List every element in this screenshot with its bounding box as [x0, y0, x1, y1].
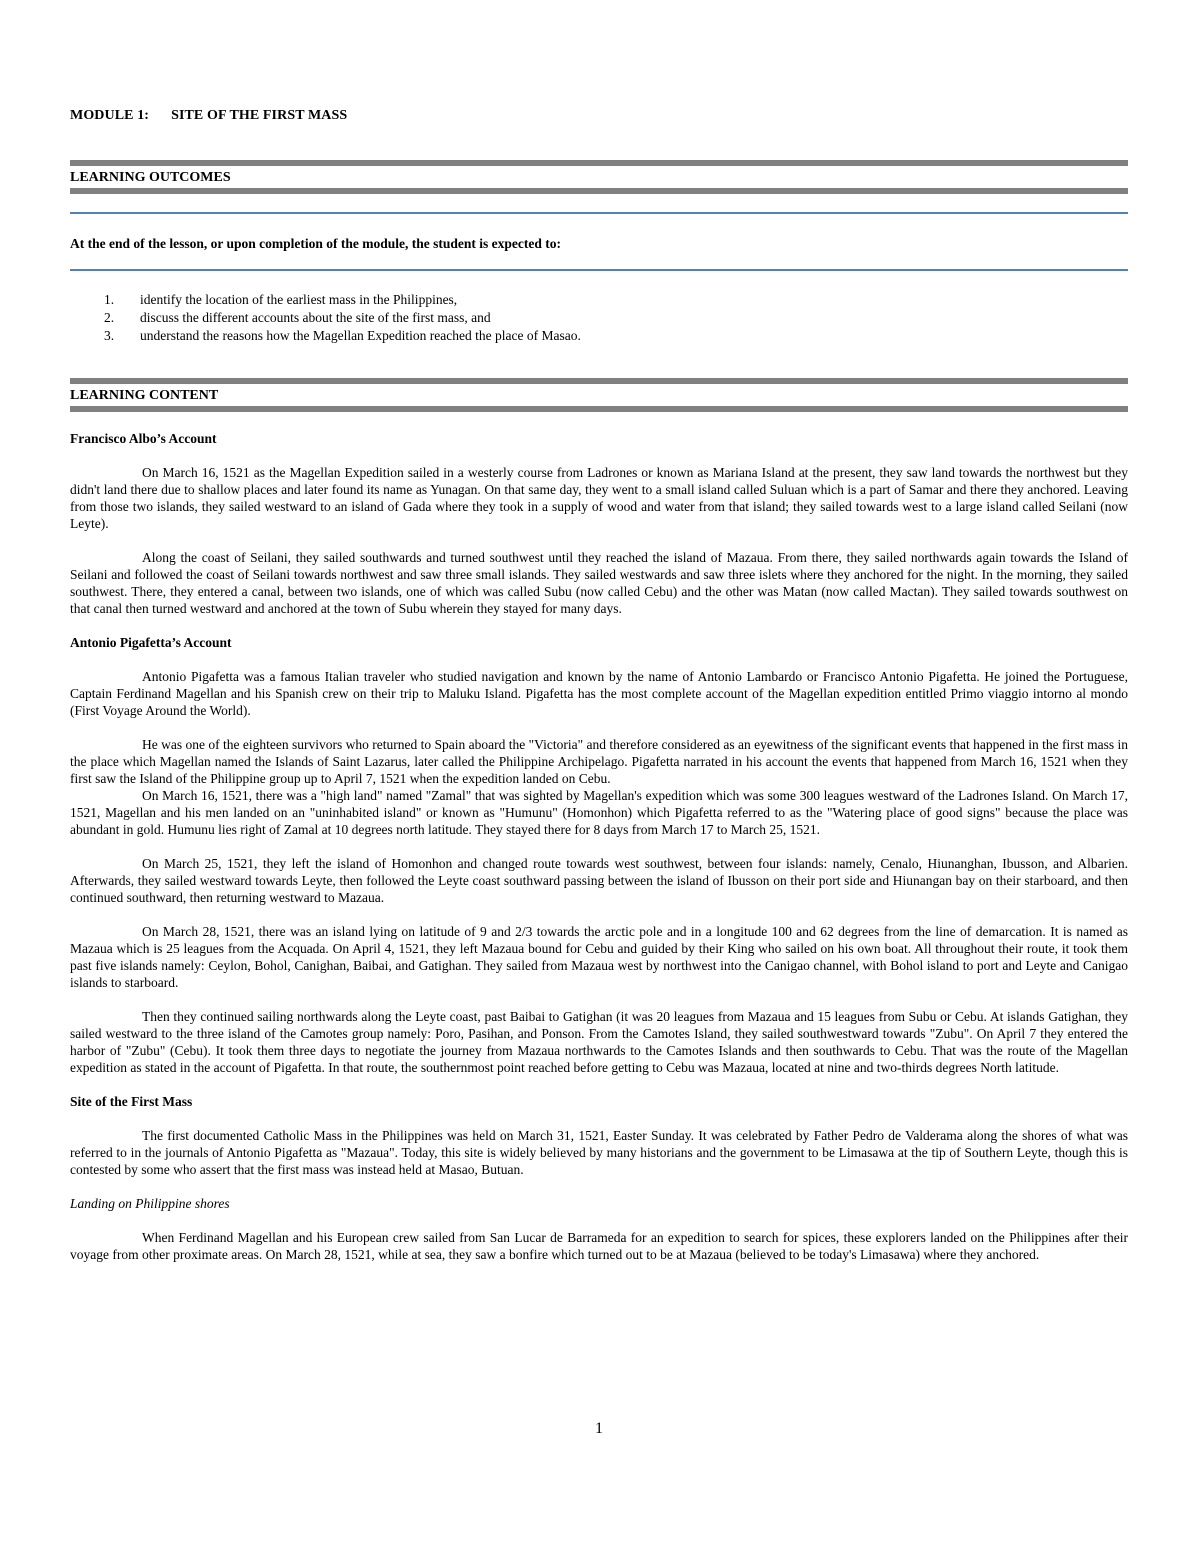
intro-rule-bottom [70, 269, 1128, 271]
module-name: SITE OF THE FIRST MASS [171, 108, 348, 123]
module-label: MODULE 1: [70, 108, 150, 123]
list-item: 1. identify the location of the earliest mass in the Philippines, [104, 292, 458, 307]
paragraph: Antonio Pigafetta was a famous Italian traveler who studied navigation and known by the name of Antonio Lambardo or Francisco Antonio Pigafetta. He joined the Portuguese, Captain Ferdinand Magellan and his Spanish crew on their trip to Maluku Island. Pigafetta has the most complete account of the Magellan expedition entitled Primo viaggio intorno al mondo (First Voyage Around the World). [70, 669, 1128, 718]
learning-content-body [70, 430, 1128, 1280]
learning-content-heading: LEARNING CONTENT [70, 388, 219, 403]
outcomes-intro: At the end of the lesson, or upon completion of the module, the student is expected to: [70, 236, 561, 251]
paragraph: On March 25, 1521, they left the island of Homonhon and changed route towards west southwest, between four islands: namely, Cenalo, Hiunanghan, Ibusson, and Albarien. Afterwards, they sailed westward towards Leyte, then followed the Leyte coast southward passing between the island of Ibusson on their port side and Hiunangan bay on their starboard, and then continued southward, then returning westward to Mazaua. [70, 856, 1128, 905]
list-item: 3. understand the reasons how the Magellan Expedition reached the place of Masao. [104, 328, 581, 343]
section-bar-top [70, 160, 1128, 166]
module-title [70, 108, 347, 124]
paragraph: On March 28, 1521, there was an island lying on latitude of 9 and 2/3 towards the arctic pole and in a longitude 100 and 62 degrees from the line of demarcation. It is named as Mazaua which is 25 leagues from the Acquada. On April 4, 1521, they left Mazaua bound for Cebu and guided by their King who sailed on his own boat. All throughout their route, it took them past five islands namely: Ceylon, Bohol, Canighan, Baibai, and Gatighan. They sailed from Mazaua west by northwest into the Canigao channel, with Bohol island to port and Leyte and Canigao islands to starboard. [70, 924, 1128, 990]
page-number: 1 [595, 1420, 603, 1437]
outcomes-list [70, 291, 581, 345]
intro-rule-top [70, 212, 1128, 214]
landing-subheading: Landing on Philippine shores [70, 1196, 230, 1211]
pigafetta-heading: Antonio Pigafetta’s Account [70, 635, 232, 650]
paragraph: Then they continued sailing northwards along the Leyte coast, past Baibai to Gatighan (it was 20 leagues from Mazaua and 15 leagues from Subu or Cebu. At islands Gatighan, they sailed westward to the three island of the Camotes group namely: Poro, Pasihan, and Ponson. From the Camotes Island, they sailed southwestward towards "Zubu". On April 7 they entered the harbor of "Zubu" (Cebu). It took them three days to negotiate the journey from Mazaua northwards to the Camotes Islands and then southwards to Cebu. That was the route of the Magellan expedition as stated in the account of Pigafetta. In that route, the southernmost point reached before getting to Cebu was Mazaua, located at nine and two-thirds degrees North latitude. [70, 1009, 1128, 1075]
paragraph: When Ferdinand Magellan and his European crew sailed from San Lucar de Barrameda for an expedition to search for spices, these explorers landed on the Philippines after their voyage from other proximate areas. On March 28, 1521, while at sea, they saw a bonfire which turned out to be at Mazaua (believed to be today's Limasawa) where they anchored. [70, 1230, 1128, 1262]
learning-outcomes-heading: LEARNING OUTCOMES [70, 170, 231, 185]
paragraph: On March 16, 1521 as the Magellan Expedition sailed in a westerly course from Ladrones or known as Mariana Island at the present, they saw land towards the northwest but they didn't land there due to shallow places and later found its name as Yunagan. On that same day, they went to a small island called Suluan which is a part of Samar and there they anchored. Leaving from those two islands, they sailed westward to an island of Gada where they took in a supply of wood and water from that island; they sailed towards west to a large island called Seilani (now Leyte). [70, 465, 1128, 531]
section-bar-bottom [70, 406, 1128, 412]
paragraph: On March 16, 1521, there was a "high land" named "Zamal" that was sighted by Magellan's expedition which was some 300 leagues westward of the Ladrones Island. On March 17, 1521, Magellan and his men landed on an "uninhabited island" or known as "Humunu" (Homonhon) which Pigafetta referred to as the "Watering place of good signs" because the place was abundant in gold. Humunu lies right of Zamal at 10 degrees north latitude. They stayed there for 8 days from March 17 to March 25, 1521. [70, 788, 1128, 837]
albo-heading: Francisco Albo’s Account [70, 431, 217, 446]
paragraph: The first documented Catholic Mass in the Philippines was held on March 31, 1521, Easter Sunday. It was celebrated by Father Pedro de Valderama along the shores of what was referred to in the journals of Antonio Pigafetta as "Mazaua". Today, this site is widely believed by many historians and the government to be Limasawa at the tip of Southern Leyte, though this is contested by some who assert that the first mass was instead held at Masao, Butuan. [70, 1128, 1128, 1177]
site-heading: Site of the First Mass [70, 1094, 193, 1109]
paragraph: He was one of the eighteen survivors who returned to Spain aboard the "Victoria" and therefore considered as an eyewitness of the significant events that happened in the first mass in the place which Magellan named the Islands of Saint Lazarus, later called the Philippine Archipelago. Pigafetta narrated in his account the events that happened from March 16, 1521 when they first saw the Island of the Philippine group up to April 7, 1521 when the expedition landed on Cebu. [70, 737, 1128, 786]
section-bar-bottom [70, 188, 1128, 194]
paragraph: Along the coast of Seilani, they sailed southwards and turned southwest until they reached the island of Mazaua. From there, they sailed northwards again towards the Island of Seilani and followed the coast of Seilani towards northwest and saw three small islands. They sailed westwards and saw three islets where they anchored for the night. In the morning, they sailed southwest. There, they entered a canal, between two islands, one of which was called Subu (now called Cebu) and the other was Matan (now called Mactan). They sailed towards southwest on that canal then turned westward and anchored at the town of Subu wherein they stayed for many days. [70, 550, 1128, 616]
section-bar-top [70, 378, 1128, 384]
list-item: 2. discuss the different accounts about the site of the first mass, and [104, 310, 491, 325]
